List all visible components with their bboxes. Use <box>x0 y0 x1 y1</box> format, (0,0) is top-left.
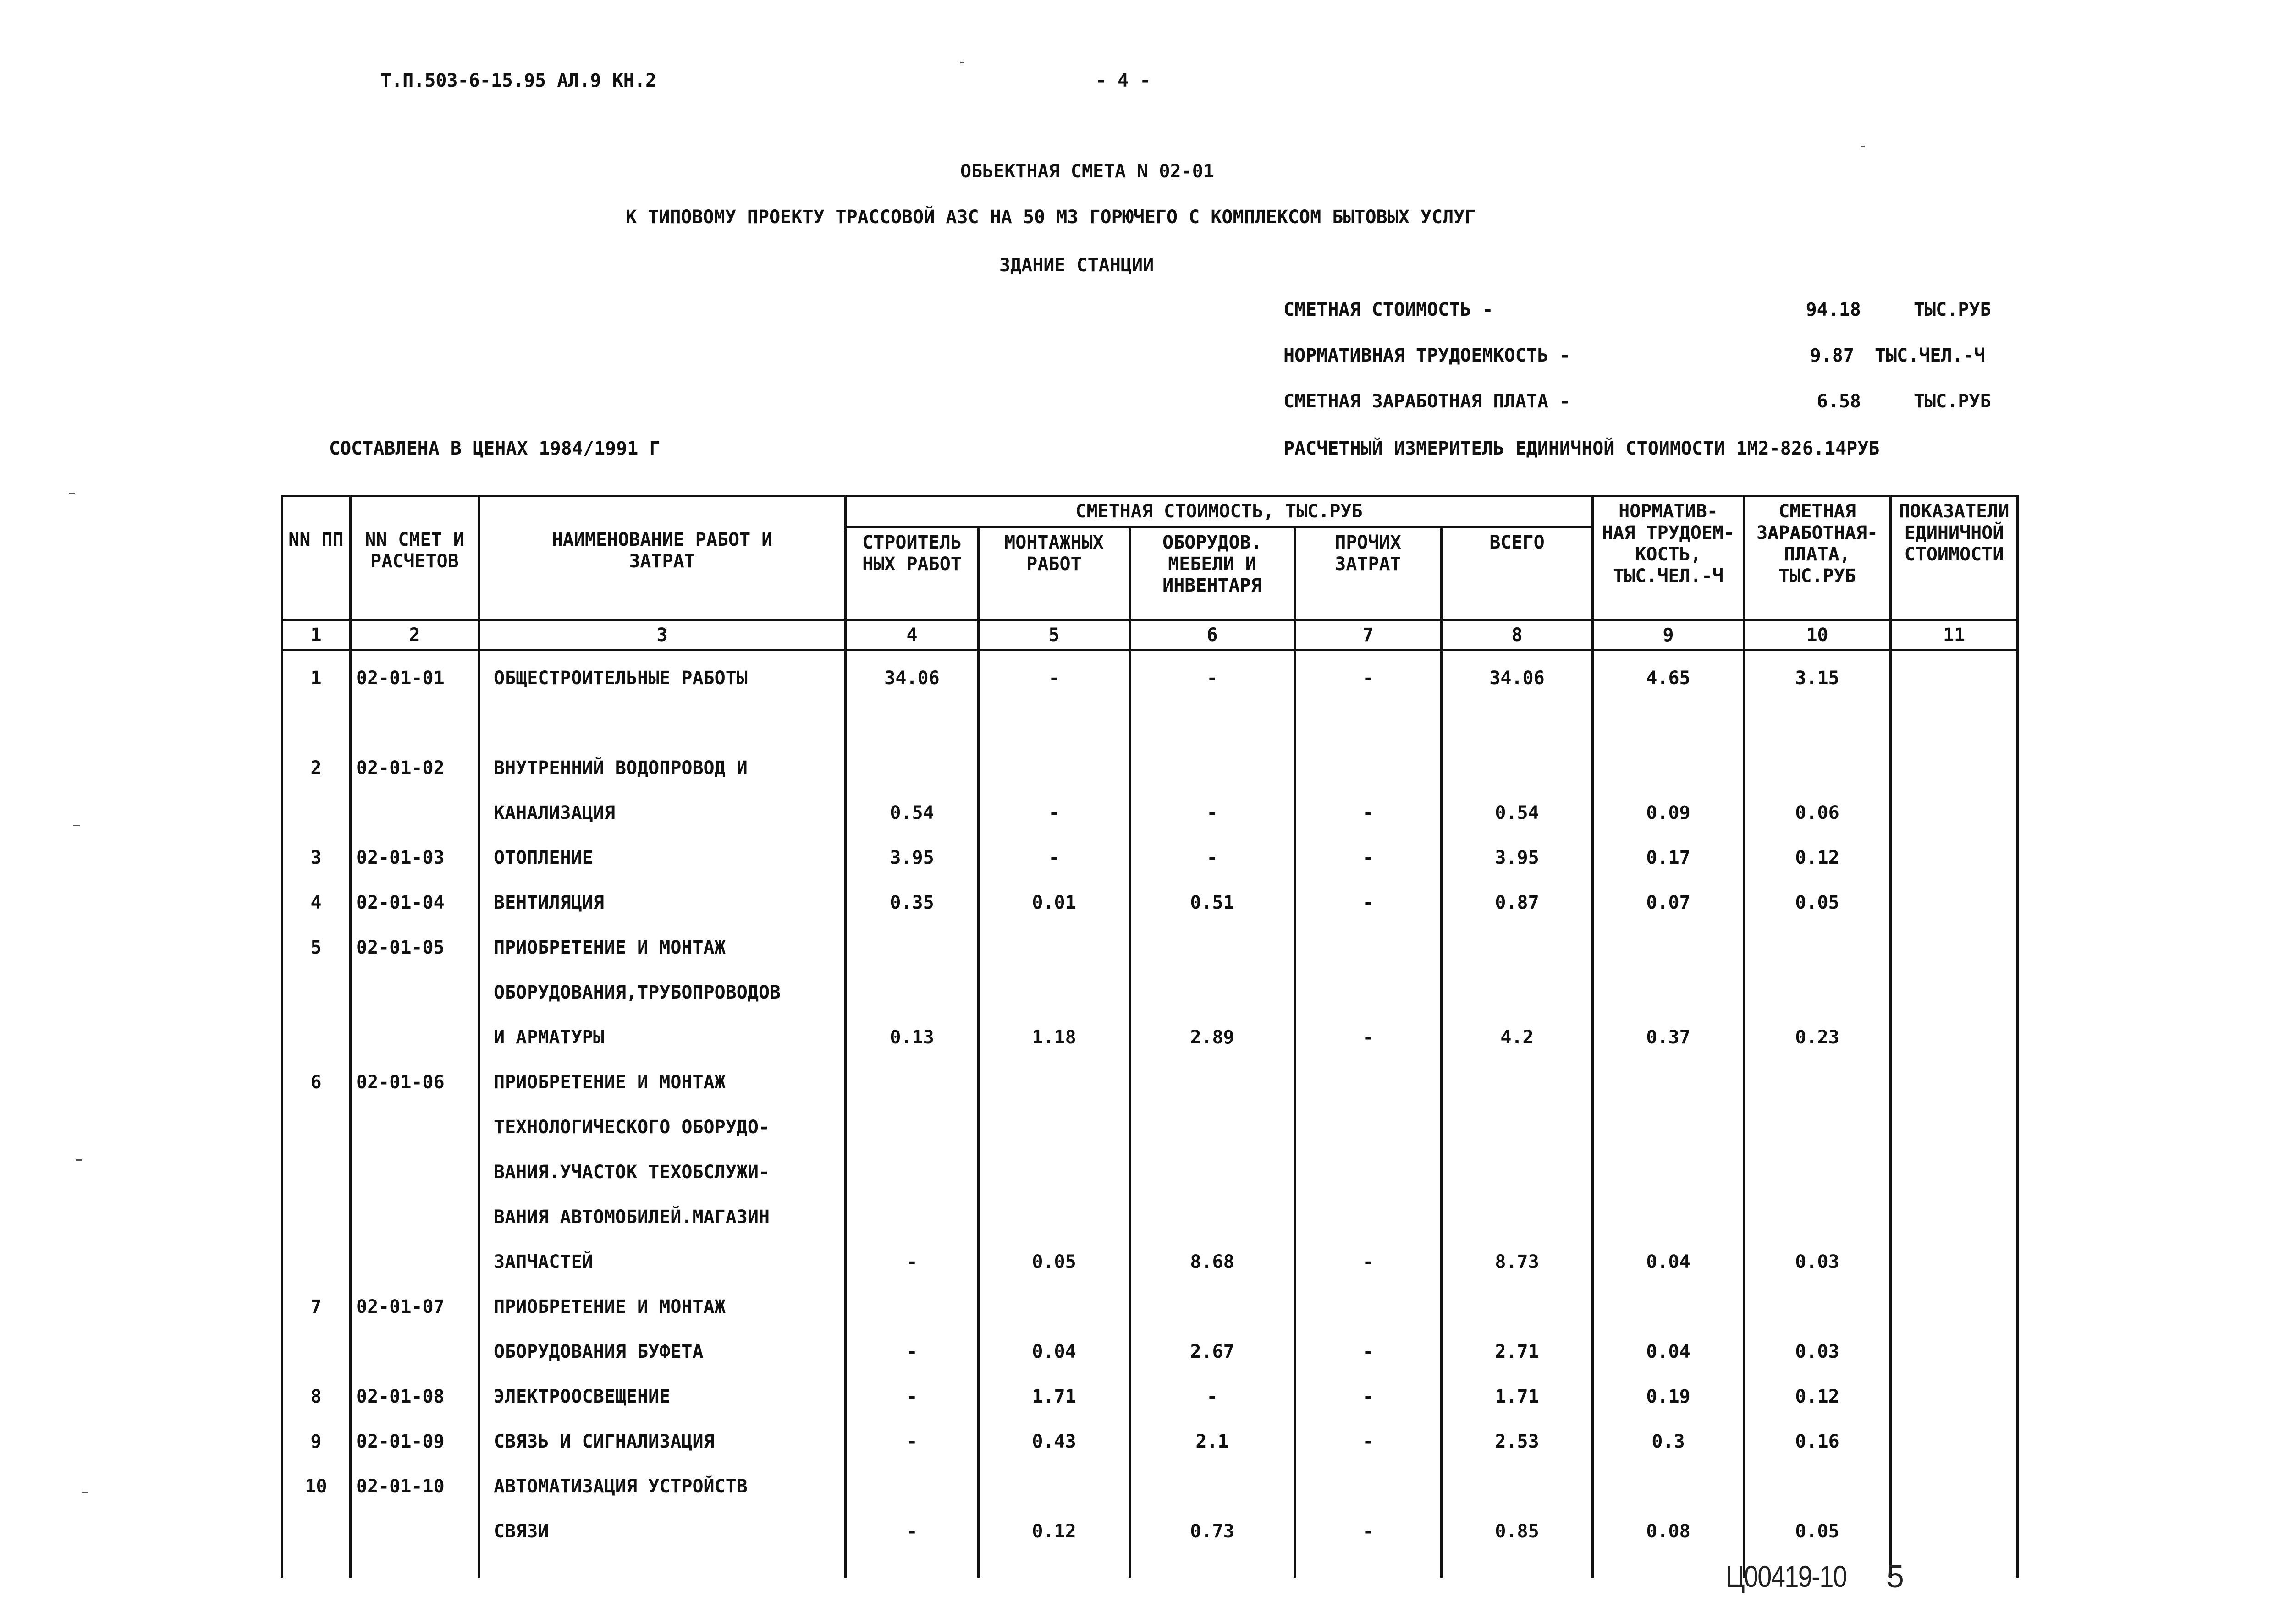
cell-c10 <box>1744 970 1891 1015</box>
cell-c4: - <box>846 1419 979 1464</box>
cell-c5 <box>979 1060 1130 1105</box>
cell-name: СВЯЗЬ И СИГНАЛИЗАЦИЯ <box>479 1419 846 1464</box>
cell-c10: 0.16 <box>1744 1419 1891 1464</box>
cell-c9: 0.08 <box>1593 1509 1744 1578</box>
summary-labor-unit: ТЫС.ЧЕЛ.-Ч <box>1875 345 1985 366</box>
cell-c9 <box>1593 1150 1744 1195</box>
cell-c5 <box>979 1464 1130 1509</box>
col-number: 10 <box>1744 620 1891 650</box>
cell-c4 <box>846 970 979 1015</box>
table-row <box>282 746 2018 790</box>
cell-c5 <box>979 746 1130 790</box>
cell-c5 <box>979 1105 1130 1150</box>
cell-c10 <box>1744 1195 1891 1240</box>
cell-c10: 0.23 <box>1744 1015 1891 1060</box>
cell-c9 <box>1593 1105 1744 1150</box>
cell-n <box>282 1195 351 1240</box>
cell-c6: - <box>1130 790 1295 835</box>
cell-c10 <box>1744 1150 1891 1195</box>
cell-c5: 0.43 <box>979 1419 1130 1464</box>
cell-name: ВАНИЯ.УЧАСТОК ТЕХОБСЛУЖИ- <box>479 1150 846 1195</box>
cell-n <box>282 790 351 835</box>
cell-c11 <box>1891 650 2018 701</box>
cell-n <box>282 1329 351 1374</box>
cell-c11 <box>1891 701 2018 746</box>
cell-c6 <box>1130 1105 1295 1150</box>
cell-c9 <box>1593 970 1744 1015</box>
cell-n: 5 <box>282 925 351 970</box>
cell-c9: 0.19 <box>1593 1374 1744 1419</box>
cell-c10 <box>1744 746 1891 790</box>
header-cost-group: СМЕТНАЯ СТОИМОСТЬ, ТЫС.РУБ <box>846 496 1593 527</box>
summary-cost-label: СМЕТНАЯ СТОИМОСТЬ - <box>1283 299 1493 320</box>
cell-c8: 34.06 <box>1442 650 1593 701</box>
summary-salary-value: 6.58 <box>1817 391 1861 412</box>
header-equipment: ОБОРУДОВ. МЕБЕЛИ И ИНВЕНТАРЯ <box>1130 527 1295 620</box>
cell-name: СВЯЗИ <box>479 1509 846 1578</box>
cell-c10 <box>1744 1105 1891 1150</box>
cell-c7: - <box>1295 1419 1442 1464</box>
cell-c6 <box>1130 970 1295 1015</box>
cell-c7: - <box>1295 1374 1442 1419</box>
building-name: ЗДАНИЕ СТАНЦИИ <box>999 255 1154 276</box>
cell-c5: - <box>979 790 1130 835</box>
cell-code: 02-01-01 <box>351 650 479 701</box>
cell-c4: 3.95 <box>846 835 979 880</box>
header-mounting: МОНТАЖНЫХ РАБОТ <box>979 527 1130 620</box>
cell-c6 <box>1130 925 1295 970</box>
cell-name: ЗАПЧАСТЕЙ <box>479 1240 846 1284</box>
table-row <box>282 1464 2018 1509</box>
page-number: - 4 - <box>1096 70 1151 91</box>
cell-c6 <box>1130 1464 1295 1509</box>
cell-n: 9 <box>282 1419 351 1464</box>
summary-labor-value: 9.87 <box>1810 345 1854 366</box>
cell-name: ВЕНТИЛЯЦИЯ <box>479 880 846 925</box>
cell-c10: 3.15 <box>1744 650 1891 701</box>
cell-c9: 0.04 <box>1593 1240 1744 1284</box>
cell-code: 02-01-03 <box>351 835 479 880</box>
document-code: Т.П.503-6-15.95 АЛ.9 КН.2 <box>380 70 657 91</box>
cell-c4: - <box>846 1240 979 1284</box>
cell-c8 <box>1442 1150 1593 1195</box>
cell-c8: 4.2 <box>1442 1015 1593 1060</box>
cell-c8 <box>1442 1060 1593 1105</box>
cell-n: 10 <box>282 1464 351 1509</box>
header-construction: СТРОИТЕЛЬ НЫХ РАБОТ <box>846 527 979 620</box>
cell-c7 <box>1295 1105 1442 1150</box>
scan-speck <box>960 62 964 63</box>
cell-name: ОБЩЕСТРОИТЕЛЬНЫЕ РАБОТЫ <box>479 650 846 701</box>
cell-c9: 0.3 <box>1593 1419 1744 1464</box>
cell-c9 <box>1593 1195 1744 1240</box>
cell-c10: 0.12 <box>1744 1374 1891 1419</box>
cell-c11 <box>1891 1015 2018 1060</box>
cell-c6 <box>1130 1284 1295 1329</box>
cell-c5: - <box>979 835 1130 880</box>
estimate-title: ОБЬЕКТНАЯ СМЕТА N 02-01 <box>960 161 1214 182</box>
cell-c9: 0.09 <box>1593 790 1744 835</box>
cell-n <box>282 1240 351 1284</box>
cell-c11 <box>1891 790 2018 835</box>
cell-c10: 0.05 <box>1744 1509 1891 1578</box>
cell-name: КАНАЛИЗАЦИЯ <box>479 790 846 835</box>
cell-c10: 0.06 <box>1744 790 1891 835</box>
cell-c5: 0.05 <box>979 1240 1130 1284</box>
cell-name: ПРИОБРЕТЕНИЕ И МОНТАЖ <box>479 1284 846 1329</box>
cell-code: 02-01-08 <box>351 1374 479 1419</box>
cell-n <box>282 701 351 746</box>
cell-name: ВАНИЯ АВТОМОБИЛЕЙ.МАГАЗИН <box>479 1195 846 1240</box>
cell-c7 <box>1295 1195 1442 1240</box>
cell-c9 <box>1593 1060 1744 1105</box>
header-total: ВСЕГО <box>1442 527 1593 620</box>
cell-c7: - <box>1295 1509 1442 1578</box>
cell-c6: - <box>1130 650 1295 701</box>
table-row <box>282 1060 2018 1105</box>
cell-code <box>351 1329 479 1374</box>
cell-c5 <box>979 1150 1130 1195</box>
col-number: 9 <box>1593 620 1744 650</box>
header-unit-cost: ПОКАЗАТЕЛИ ЕДИНИЧНОЙ СТОИМОСТИ <box>1891 496 2018 620</box>
cell-name: ОТОПЛЕНИЕ <box>479 835 846 880</box>
cell-c4 <box>846 1195 979 1240</box>
cell-c5: 1.18 <box>979 1015 1130 1060</box>
table-row <box>282 1374 2018 1419</box>
cell-c4: - <box>846 1374 979 1419</box>
cell-n: 1 <box>282 650 351 701</box>
col-number: 2 <box>351 620 479 650</box>
cell-c8 <box>1442 1105 1593 1150</box>
cell-c10: 0.12 <box>1744 835 1891 880</box>
col-number: 3 <box>479 620 846 650</box>
estimate-table <box>281 495 2019 1578</box>
table-row <box>282 701 2018 746</box>
summary-cost-unit: ТЫС.РУБ <box>1914 299 1991 320</box>
summary-salary-label: СМЕТНАЯ ЗАРАБОТНАЯ ПЛАТА - <box>1283 391 1571 412</box>
cell-c6: 0.73 <box>1130 1509 1295 1578</box>
cell-c5: 0.12 <box>979 1509 1130 1578</box>
cell-c7 <box>1295 970 1442 1015</box>
cell-c6: 0.51 <box>1130 880 1295 925</box>
col-number: 8 <box>1442 620 1593 650</box>
cell-c11 <box>1891 1060 2018 1105</box>
table-row <box>282 1329 2018 1374</box>
cell-c6: 2.1 <box>1130 1419 1295 1464</box>
cell-c11 <box>1891 1284 2018 1329</box>
cell-c6: 8.68 <box>1130 1240 1295 1284</box>
cell-c6: - <box>1130 1374 1295 1419</box>
table-row <box>282 1150 2018 1195</box>
header-estimate-number: NN СМЕТ И РАСЧЕТОВ <box>351 496 479 620</box>
scan-speck <box>69 493 75 494</box>
cell-c8 <box>1442 970 1593 1015</box>
cell-name: ОБОРУДОВАНИЯ БУФЕТА <box>479 1329 846 1374</box>
cell-c4 <box>846 746 979 790</box>
summary-salary-unit: ТЫС.РУБ <box>1914 391 1991 412</box>
cell-c10 <box>1744 1060 1891 1105</box>
cell-code <box>351 1015 479 1060</box>
cell-c7 <box>1295 1464 1442 1509</box>
cell-c7 <box>1295 746 1442 790</box>
cell-c5: 0.01 <box>979 880 1130 925</box>
cell-c6 <box>1130 746 1295 790</box>
cell-n <box>282 1105 351 1150</box>
scan-speck <box>73 825 80 826</box>
cell-code <box>351 701 479 746</box>
cell-c4 <box>846 1105 979 1150</box>
cell-c11 <box>1891 970 2018 1015</box>
cell-c9: 0.17 <box>1593 835 1744 880</box>
cell-c9 <box>1593 746 1744 790</box>
cell-c9 <box>1593 925 1744 970</box>
scan-speck <box>82 1492 88 1493</box>
cell-c7 <box>1295 1150 1442 1195</box>
estimate-subtitle: К ТИПОВОМУ ПРОЕКТУ ТРАССОВОЙ АЗС НА 50 МЗ ГОРЮЧЕГО С КОМПЛЕКСОМ БЫТОВЫХ УСЛУГ <box>626 207 1476 228</box>
cell-code: 02-01-09 <box>351 1419 479 1464</box>
cell-c6 <box>1130 1150 1295 1195</box>
cell-c10: 0.03 <box>1744 1240 1891 1284</box>
header-salary: СМЕТНАЯ ЗАРАБОТНАЯ- ПЛАТА, ТЫС.РУБ <box>1744 496 1891 620</box>
cell-n <box>282 1015 351 1060</box>
cell-n: 6 <box>282 1060 351 1105</box>
cell-c8: 0.54 <box>1442 790 1593 835</box>
col-number: 7 <box>1295 620 1442 650</box>
cell-c7: - <box>1295 650 1442 701</box>
cell-c11 <box>1891 1195 2018 1240</box>
cell-c9: 0.37 <box>1593 1015 1744 1060</box>
cell-n: 7 <box>282 1284 351 1329</box>
cell-c4: 0.35 <box>846 880 979 925</box>
header-nn: NN ПП <box>282 496 351 620</box>
cell-c4: 0.54 <box>846 790 979 835</box>
cell-c7: - <box>1295 790 1442 835</box>
header-other: ПРОЧИХ ЗАТРАТ <box>1295 527 1442 620</box>
table-row <box>282 1419 2018 1464</box>
unit-cost-meter: РАСЧЕТНЫЙ ИЗМЕРИТЕЛЬ ЕДИНИЧНОЙ СТОИМОСТИ 1М2-826.14РУБ <box>1283 438 1880 459</box>
cell-c11 <box>1891 1464 2018 1509</box>
cell-code: 02-01-06 <box>351 1060 479 1105</box>
cell-c11 <box>1891 1329 2018 1374</box>
cell-n <box>282 1509 351 1578</box>
summary-labor-label: НОРМАТИВНАЯ ТРУДОЕМКОСТЬ - <box>1283 345 1571 366</box>
cell-c9: 0.04 <box>1593 1329 1744 1374</box>
cell-c10 <box>1744 701 1891 746</box>
cell-c9 <box>1593 701 1744 746</box>
cell-c9 <box>1593 1464 1744 1509</box>
table-row <box>282 1284 2018 1329</box>
table-row <box>282 790 2018 835</box>
cell-name: И АРМАТУРЫ <box>479 1015 846 1060</box>
cell-name: ВНУТРЕННИЙ ВОДОПРОВОД И <box>479 746 846 790</box>
table-row <box>282 1105 2018 1150</box>
table-row <box>282 1240 2018 1284</box>
inventory-stamp: Ц00419-10 <box>1726 1559 1847 1593</box>
cell-c8 <box>1442 701 1593 746</box>
col-number: 6 <box>1130 620 1295 650</box>
cell-code: 02-01-07 <box>351 1284 479 1329</box>
cell-n: 2 <box>282 746 351 790</box>
cell-c11 <box>1891 1374 2018 1419</box>
cell-c11 <box>1891 1240 2018 1284</box>
cell-c5: 0.04 <box>979 1329 1130 1374</box>
cell-c5: 1.71 <box>979 1374 1130 1419</box>
cell-c9: 0.07 <box>1593 880 1744 925</box>
cell-c11 <box>1891 925 2018 970</box>
cell-c11 <box>1891 1105 2018 1150</box>
cell-c8 <box>1442 1464 1593 1509</box>
cell-c5: - <box>979 650 1130 701</box>
cell-c8 <box>1442 1195 1593 1240</box>
cell-c8: 1.71 <box>1442 1374 1593 1419</box>
cell-c4: - <box>846 1329 979 1374</box>
cell-code <box>351 1509 479 1578</box>
cell-name: ТЕХНОЛОГИЧЕСКОГО ОБОРУДО- <box>479 1105 846 1150</box>
header-labor: НОРМАТИВ- НАЯ ТРУДОЕМ- КОСТЬ, ТЫС.ЧЕЛ.-Ч <box>1593 496 1744 620</box>
cell-code: 02-01-05 <box>351 925 479 970</box>
col-number: 5 <box>979 620 1130 650</box>
table-row <box>282 925 2018 970</box>
cell-name: ЭЛЕКТРООСВЕЩЕНИЕ <box>479 1374 846 1419</box>
cell-c11 <box>1891 1419 2018 1464</box>
cell-code <box>351 1105 479 1150</box>
cell-name: АВТОМАТИЗАЦИЯ УСТРОЙСТВ <box>479 1464 846 1509</box>
cell-c8: 3.95 <box>1442 835 1593 880</box>
cell-c9: 4.65 <box>1593 650 1744 701</box>
cell-c10 <box>1744 1464 1891 1509</box>
cell-c8 <box>1442 1284 1593 1329</box>
cell-n: 4 <box>282 880 351 925</box>
sheet-number: 5 <box>1886 1558 1904 1594</box>
cell-c5 <box>979 701 1130 746</box>
header-work-name: НАИМЕНОВАНИЕ РАБОТ И ЗАТРАТ <box>479 496 846 620</box>
cell-c11 <box>1891 835 2018 880</box>
table-row <box>282 1015 2018 1060</box>
cell-code: 02-01-04 <box>351 880 479 925</box>
cell-c11 <box>1891 746 2018 790</box>
cell-c8: 2.71 <box>1442 1329 1593 1374</box>
cell-name: ПРИОБРЕТЕНИЕ И МОНТАЖ <box>479 1060 846 1105</box>
cell-c8: 0.85 <box>1442 1509 1593 1578</box>
cell-c4 <box>846 1464 979 1509</box>
col-number: 4 <box>846 620 979 650</box>
cell-c4: - <box>846 1509 979 1578</box>
cell-c4 <box>846 1284 979 1329</box>
cell-c10: 0.05 <box>1744 880 1891 925</box>
cell-c8: 8.73 <box>1442 1240 1593 1284</box>
summary-cost-value: 94.18 <box>1806 299 1861 320</box>
cell-c8 <box>1442 925 1593 970</box>
cell-c6: 2.67 <box>1130 1329 1295 1374</box>
cell-c7 <box>1295 1060 1442 1105</box>
cell-c6 <box>1130 1195 1295 1240</box>
cell-c6 <box>1130 701 1295 746</box>
cell-n: 8 <box>282 1374 351 1419</box>
column-number-row <box>282 620 2018 650</box>
cell-code <box>351 1150 479 1195</box>
scan-speck <box>76 1159 82 1161</box>
cell-c7 <box>1295 1284 1442 1329</box>
cell-c10 <box>1744 1284 1891 1329</box>
cell-n: 3 <box>282 835 351 880</box>
cell-c11 <box>1891 1509 2018 1578</box>
cell-name: ОБОРУДОВАНИЯ,ТРУБОПРОВОДОВ <box>479 970 846 1015</box>
cell-c7: - <box>1295 835 1442 880</box>
cell-c4: 0.13 <box>846 1015 979 1060</box>
col-number: 1 <box>282 620 351 650</box>
cell-c6 <box>1130 1060 1295 1105</box>
cell-c5 <box>979 1284 1130 1329</box>
cell-c4 <box>846 925 979 970</box>
cell-c6: 2.89 <box>1130 1015 1295 1060</box>
cell-c8: 0.87 <box>1442 880 1593 925</box>
cell-c8: 2.53 <box>1442 1419 1593 1464</box>
cell-c4 <box>846 1150 979 1195</box>
cell-code <box>351 1240 479 1284</box>
col-number: 11 <box>1891 620 2018 650</box>
cell-c7: - <box>1295 1240 1442 1284</box>
scan-speck <box>1861 146 1865 147</box>
cell-c7: - <box>1295 1329 1442 1374</box>
table-row <box>282 1195 2018 1240</box>
cell-c7 <box>1295 701 1442 746</box>
table-row <box>282 650 2018 701</box>
cell-c9 <box>1593 1284 1744 1329</box>
cell-code: 02-01-02 <box>351 746 479 790</box>
cell-c4: 34.06 <box>846 650 979 701</box>
prices-basis-note: СОСТАВЛЕНА В ЦЕНАХ 1984/1991 Г <box>329 438 661 459</box>
cell-c5 <box>979 970 1130 1015</box>
cell-c5 <box>979 1195 1130 1240</box>
cell-c7: - <box>1295 880 1442 925</box>
cell-c11 <box>1891 880 2018 925</box>
cell-c10: 0.03 <box>1744 1329 1891 1374</box>
cell-code: 02-01-10 <box>351 1464 479 1509</box>
table-row <box>282 880 2018 925</box>
cell-c7: - <box>1295 1015 1442 1060</box>
cell-c6: - <box>1130 835 1295 880</box>
cell-name: ПРИОБРЕТЕНИЕ И МОНТАЖ <box>479 925 846 970</box>
cell-n <box>282 970 351 1015</box>
table-row <box>282 970 2018 1015</box>
cell-c5 <box>979 925 1130 970</box>
cell-c11 <box>1891 1150 2018 1195</box>
cell-n <box>282 1150 351 1195</box>
cell-c4 <box>846 701 979 746</box>
cell-code <box>351 1195 479 1240</box>
table-row <box>282 835 2018 880</box>
cell-code <box>351 790 479 835</box>
cell-c8 <box>1442 746 1593 790</box>
cell-code <box>351 970 479 1015</box>
cell-c7 <box>1295 925 1442 970</box>
cell-c4 <box>846 1060 979 1105</box>
cell-name <box>479 701 846 746</box>
cell-c10 <box>1744 925 1891 970</box>
